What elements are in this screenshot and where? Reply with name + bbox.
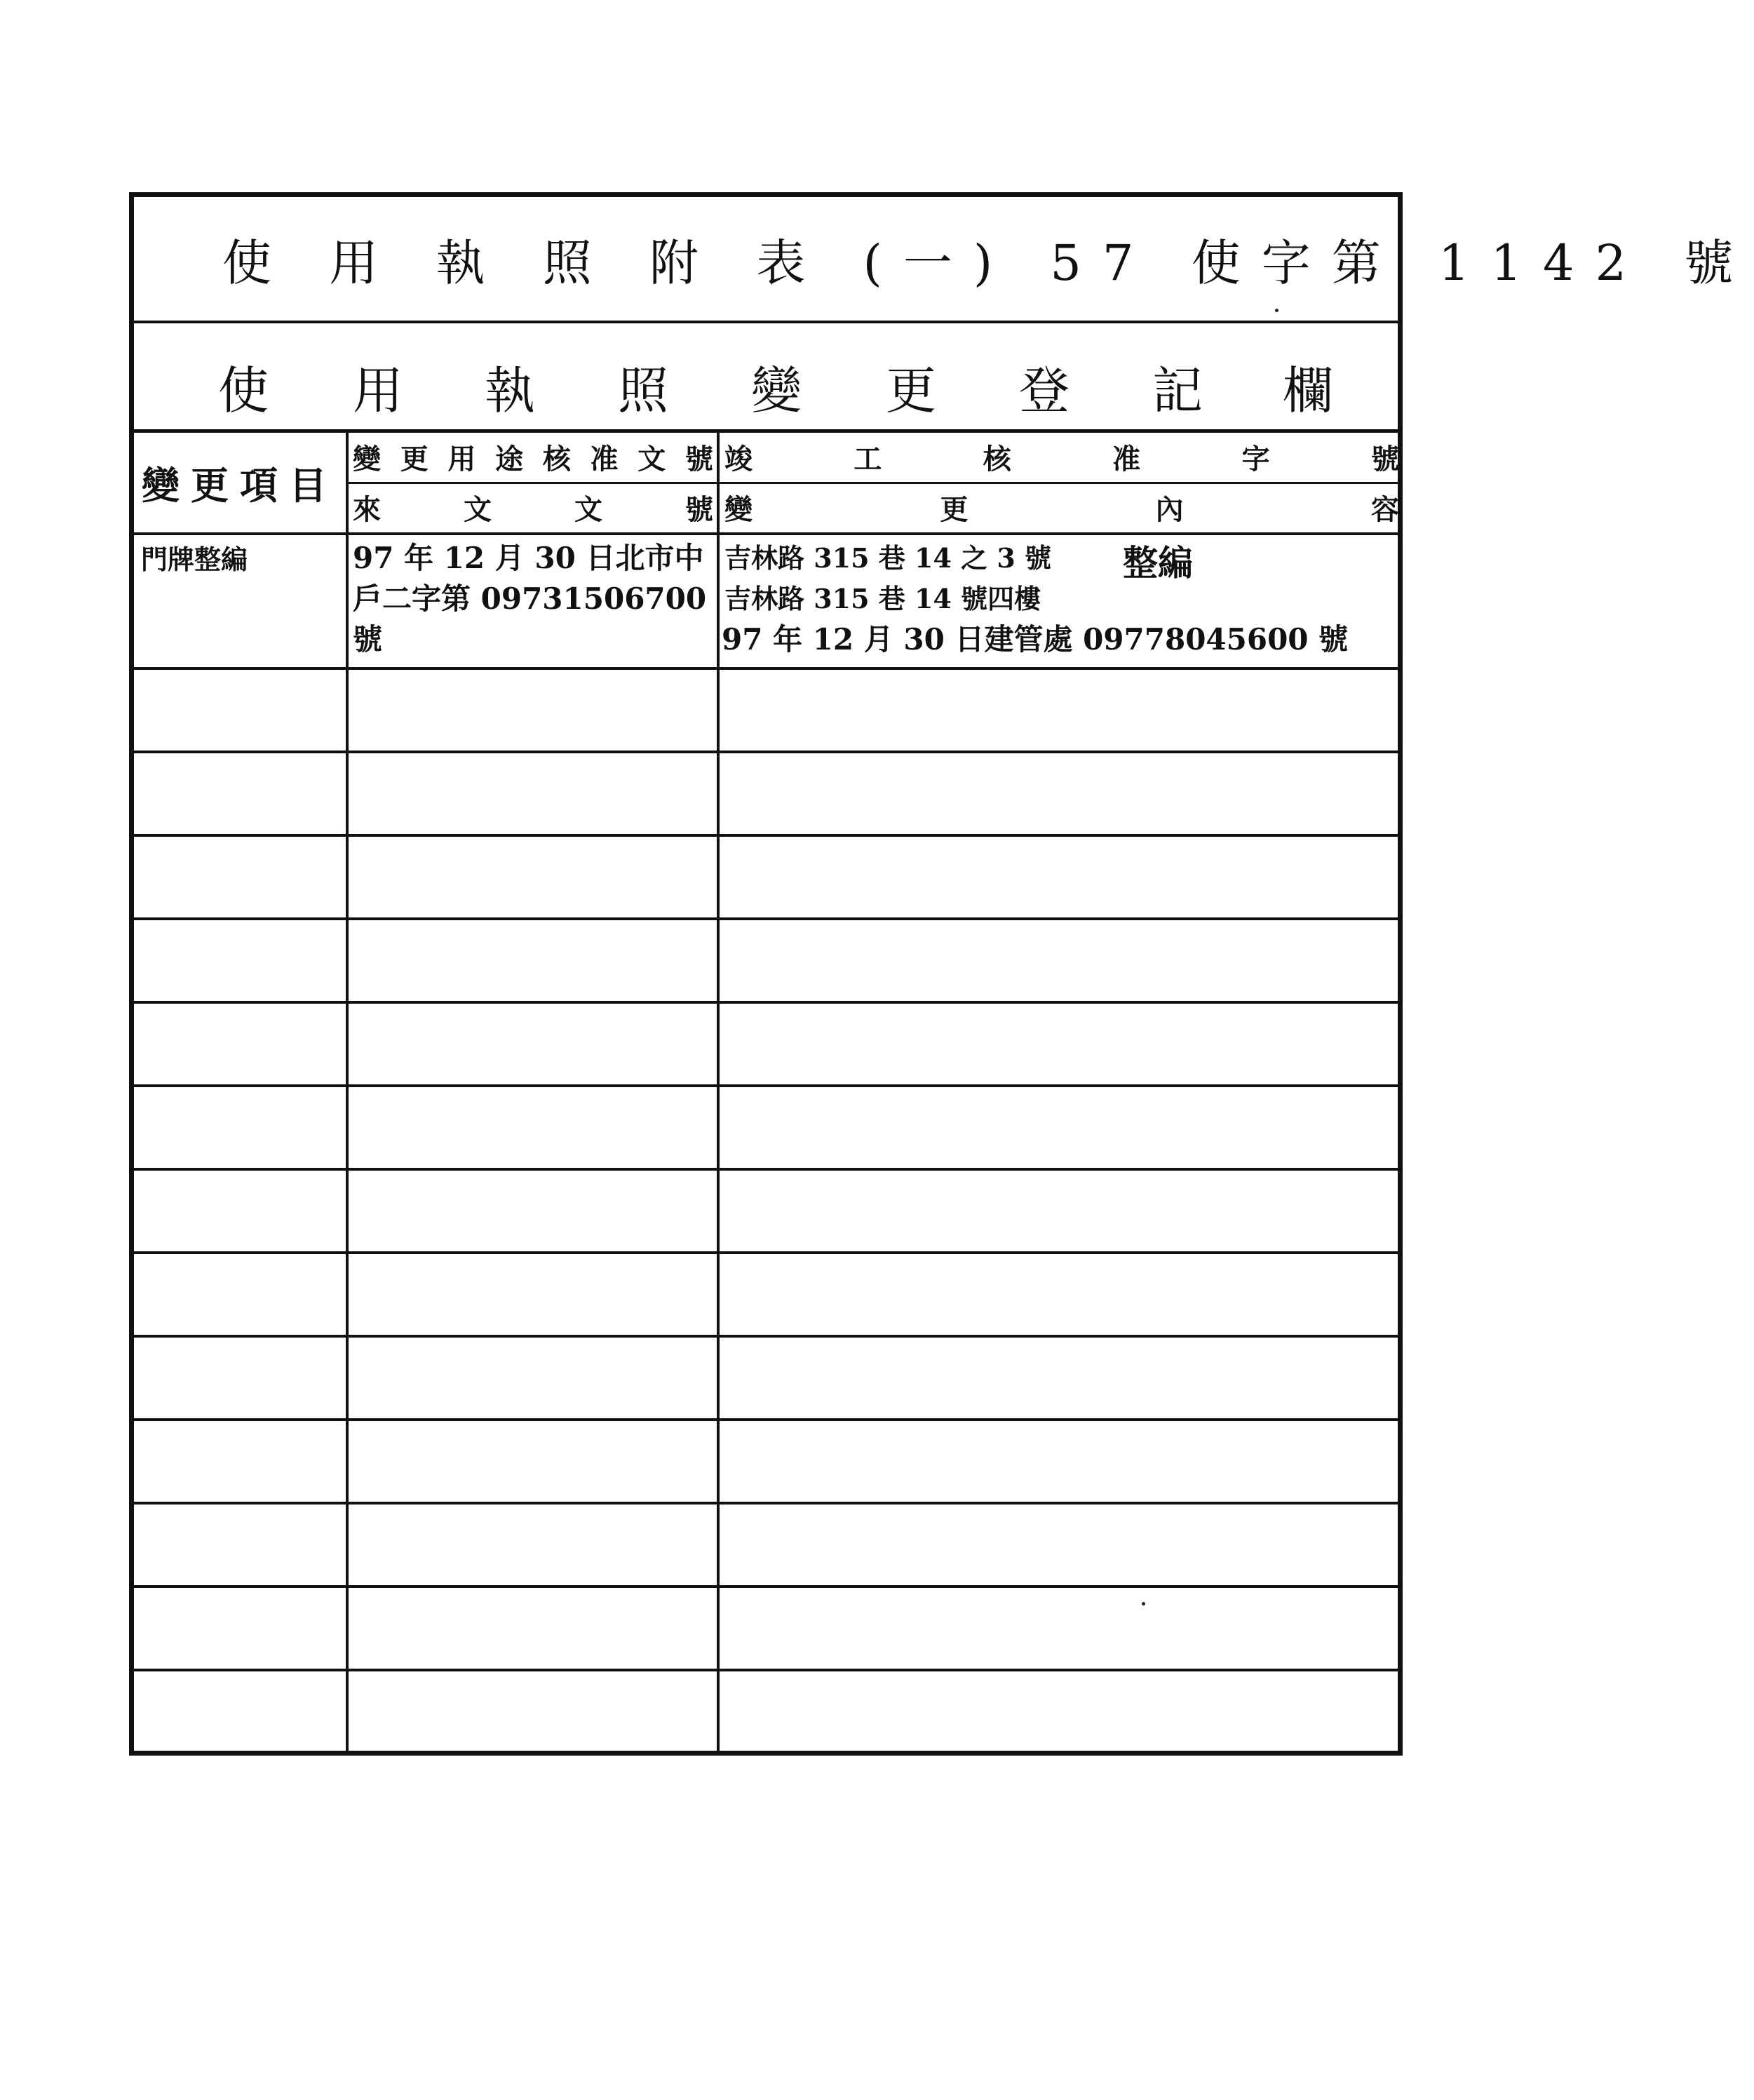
- header-incoming-no: [353, 483, 713, 531]
- row-doc-line: 號: [353, 622, 383, 657]
- row-divider: [134, 1084, 1398, 1087]
- header-char: 用: [447, 442, 476, 476]
- header-char: 容: [1370, 492, 1399, 526]
- row-divider: [134, 1001, 1398, 1004]
- header-char: 途: [495, 442, 524, 476]
- row-content-line: 吉林路 315 巷 14 號四樓: [724, 583, 1041, 614]
- row-item: 門牌整編: [141, 544, 248, 575]
- title-row: [134, 197, 1754, 323]
- row-content-line: 吉林路 315 巷 14 之 3 號: [724, 542, 1052, 574]
- subtitle-char: 記: [1152, 361, 1203, 420]
- scan-speck: [1275, 309, 1279, 312]
- row-content-line: 97 年 12 月 30 日建管處 09778045600 號: [722, 622, 1349, 657]
- subtitle-char: 執: [485, 361, 536, 420]
- subtitle-char: 使: [218, 361, 269, 420]
- header-char: 文: [637, 442, 666, 476]
- header-char: 變: [353, 442, 381, 476]
- row-divider: [134, 1335, 1398, 1338]
- subtitle-char: 登: [1019, 361, 1070, 420]
- subtitle-row: [134, 323, 1398, 433]
- header-char: 文: [464, 492, 492, 526]
- row-divider: [134, 1168, 1398, 1171]
- header-completion-no: [724, 433, 1399, 480]
- header-char: 核: [542, 442, 571, 476]
- row-divider: [134, 917, 1398, 920]
- header-change-content: [724, 483, 1399, 531]
- header-char: 來: [353, 492, 381, 526]
- header-char: 工: [854, 442, 882, 476]
- scan-speck: [1142, 1602, 1145, 1606]
- subtitle-char: 用: [353, 361, 404, 420]
- row-divider: [134, 1585, 1398, 1588]
- change-table: [134, 433, 1398, 1751]
- header-char: 准: [1112, 442, 1141, 476]
- row-divider: [134, 1502, 1398, 1505]
- column-divider: [717, 433, 720, 1751]
- header-approval-no: [353, 433, 713, 480]
- row-content-mark: 整編: [1123, 542, 1193, 584]
- header-bottom: [134, 532, 1398, 535]
- header-char: 變: [724, 492, 753, 526]
- row-divider: [134, 1418, 1398, 1421]
- row-divider: [134, 1251, 1398, 1254]
- header-char: 更: [400, 442, 429, 476]
- subtitle-char: 更: [886, 361, 937, 420]
- row-divider: [134, 834, 1398, 837]
- row-divider: [134, 1669, 1398, 1671]
- header-char: 號: [685, 492, 713, 526]
- row-doc-line: 97 年 12 月 30 日北市中: [353, 541, 704, 575]
- license-form: [129, 192, 1754, 1756]
- column-divider: [346, 433, 349, 1751]
- header-char: 字: [1241, 442, 1270, 476]
- header-char: 文: [574, 492, 602, 526]
- subtitle-char: 照: [618, 361, 669, 420]
- header-char: 內: [1155, 492, 1184, 526]
- header-char: 竣: [724, 442, 753, 476]
- page-title: 使 用 執 照 附 表 (一) 57 使字第 1142 號: [222, 234, 1754, 292]
- row-divider: [134, 667, 1398, 670]
- row-divider: [134, 751, 1398, 753]
- header-char: 更: [940, 492, 969, 526]
- header-change-item: 變更項目: [142, 462, 338, 508]
- row-doc-line: 戶二字第 09731506700: [353, 581, 707, 616]
- header-char: 准: [590, 442, 619, 476]
- header-char: 號: [1370, 442, 1399, 476]
- subtitle-char: 欄: [1283, 361, 1334, 420]
- header-char: 號: [684, 442, 713, 476]
- subtitle-char: 變: [751, 361, 802, 420]
- header-char: 核: [983, 442, 1011, 476]
